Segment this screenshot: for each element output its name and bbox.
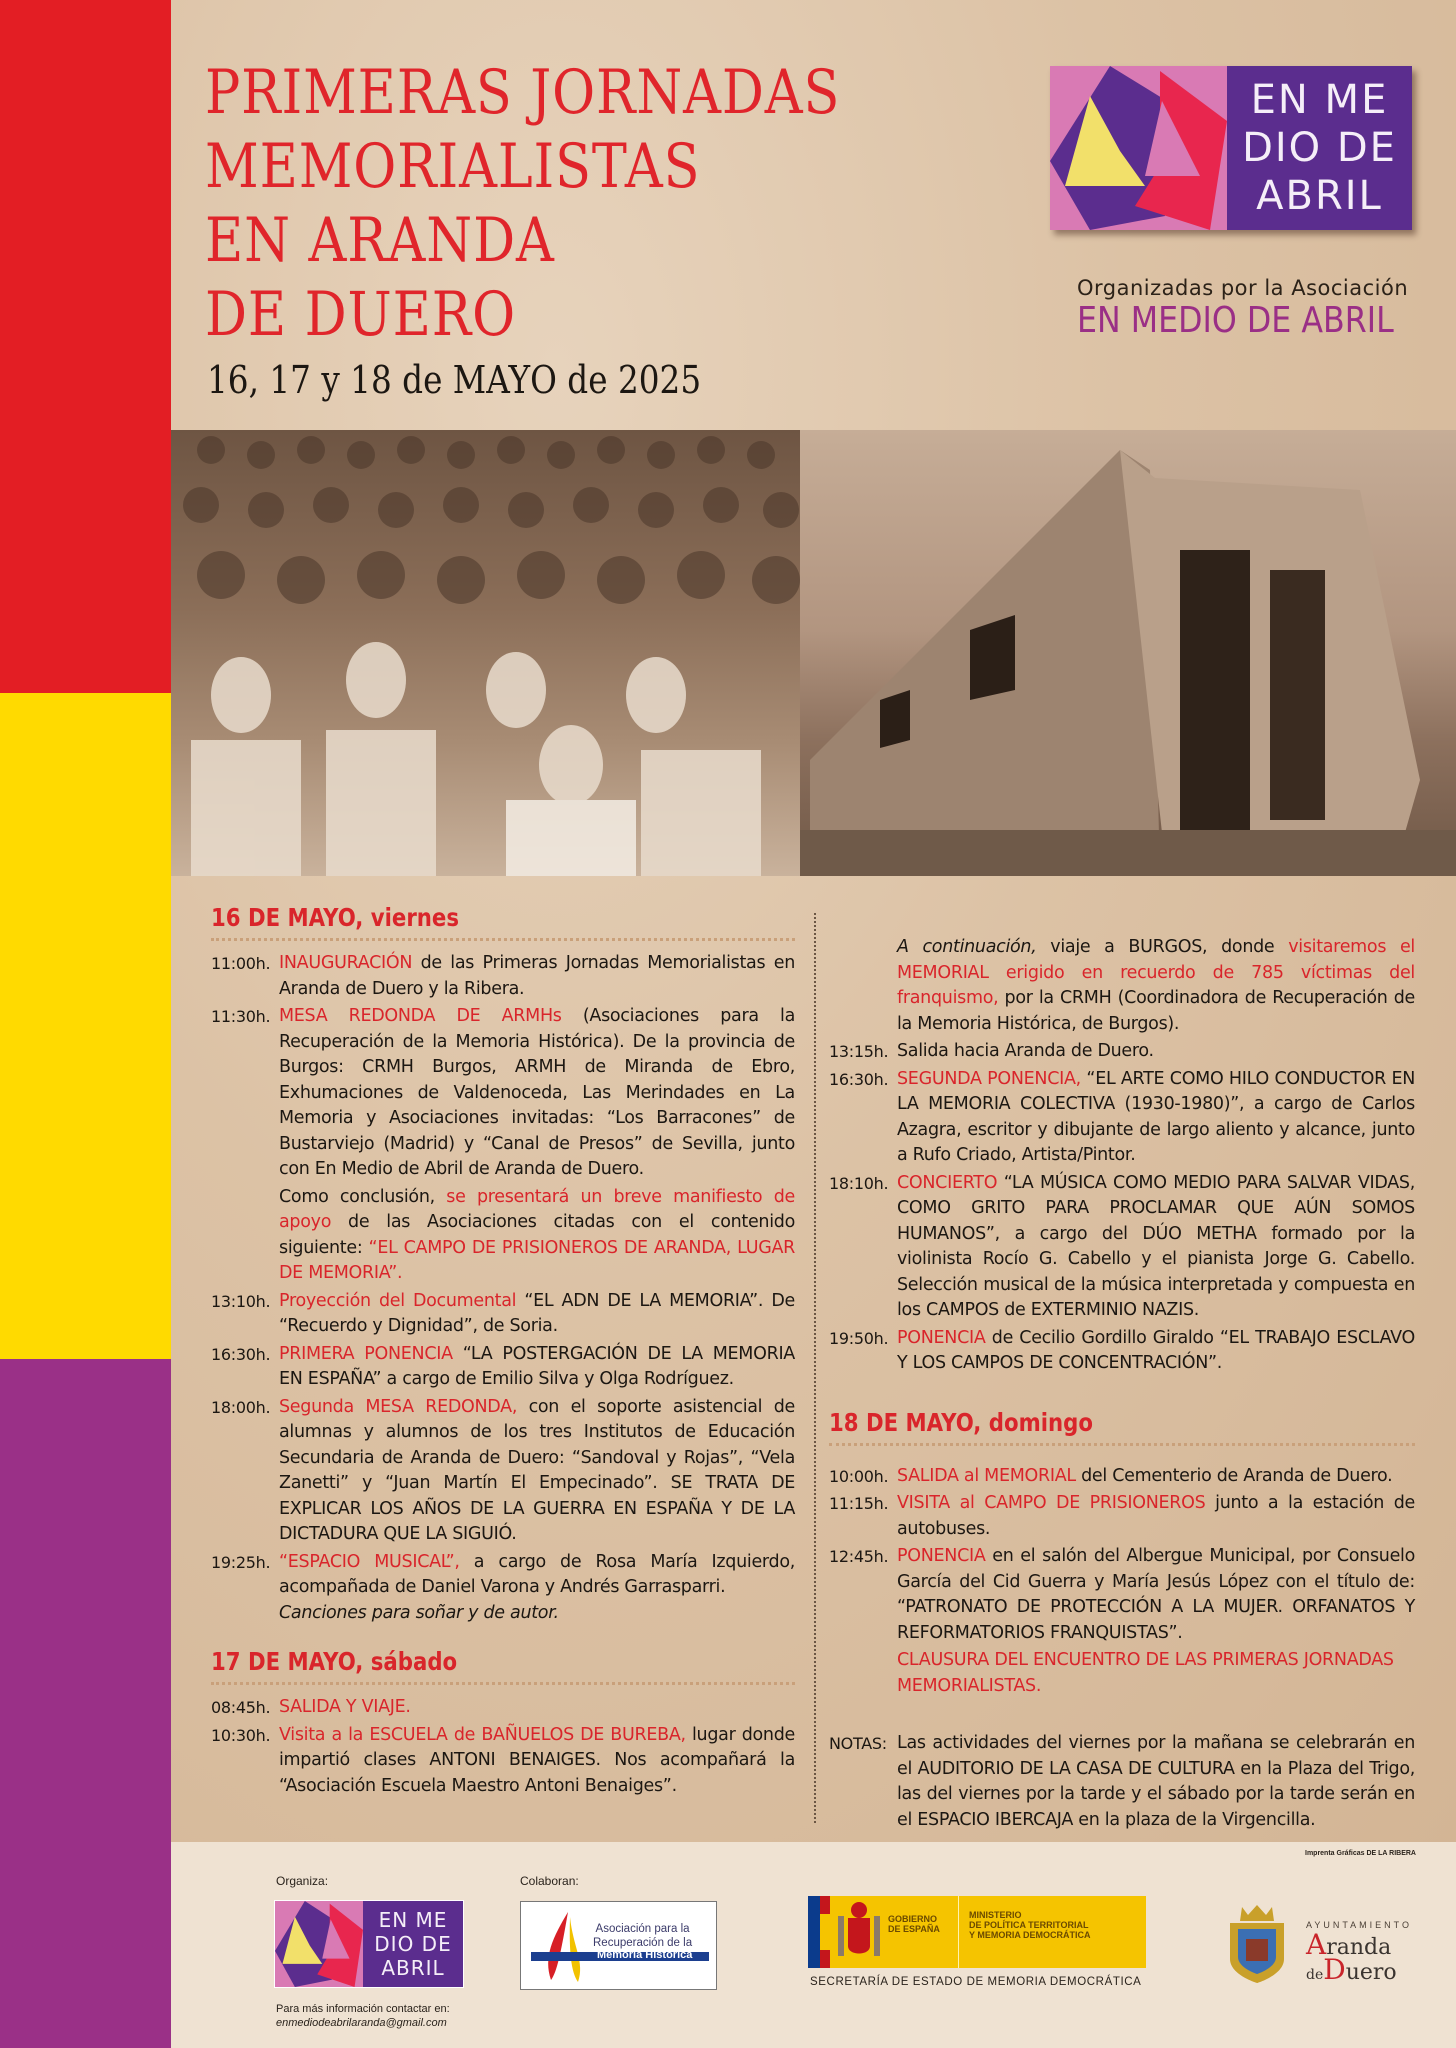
ayuntamiento-label: AYUNTAMIENTO <box>1306 1920 1413 1930</box>
program-right-column <box>829 935 1415 1835</box>
event-time: 13:15h. <box>829 1042 889 1061</box>
armh-flame-icon <box>543 1912 588 1982</box>
day-heading-18: 18 DE MAYO, domingo <box>829 1407 1093 1437</box>
event-text: con el soporte asistencial de alumnas y alumnos de los tres Institutos de Educación Secundaria de Aranda de Duero: “Sandoval y Rojas”, “Vela Zanetti” y “Juan Martín El Empecinado”. SE TRATA DE EXPLICAR LOS AÑOS DE LA GUERRA EN ESPAÑA Y DE LA DICTADURA QUE LA SIGUIÓ. <box>279 1396 795 1544</box>
prisoners-photo <box>171 430 800 876</box>
event-item <box>829 1326 1415 1377</box>
program-left-column <box>211 902 795 1801</box>
event-time: 11:15h. <box>829 1494 889 1513</box>
logo-line-1: EN ME <box>1250 77 1389 123</box>
event-time: 19:50h. <box>829 1328 889 1348</box>
day-divider <box>211 1682 795 1685</box>
event-text: de las Primeras Jornadas Memorialistas en Aranda de Duero y la Ribera. <box>279 953 795 999</box>
title-line-3: EN ARANDA <box>205 205 555 276</box>
notes-text: Las actividades del viernes por la mañana se celebrarán en el AUDITORIO DE LA CASA DE CULTURA en la Plaza del Trigo, las del viernes por la tarde y el sábado por la tarde serán en el ESPACIO IBERCAJA en la plaza de la Virgencilla. <box>897 1733 1415 1830</box>
en-medio-de-abril-logo-small <box>274 1900 464 1988</box>
logo-line-3: ABRIL <box>1256 173 1383 219</box>
event-item <box>211 1550 795 1627</box>
ministerio-line: DE POLÍTICA TERRITORIAL <box>969 1920 1089 1930</box>
manifesto-title: “EL CAMPO DE PRISIONEROS DE ARANDA, LUGAR DE MEMORIA”. <box>279 1237 795 1283</box>
wordmark-a: A <box>1306 1928 1327 1961</box>
logo-geometric-art-icon <box>1050 66 1227 230</box>
ruined-building-photo <box>800 430 1456 876</box>
event-highlight: “ESPACIO MUSICAL”, <box>279 1551 460 1572</box>
event-item <box>211 1723 795 1800</box>
wordmark-uero: uero <box>1345 1960 1397 1985</box>
event-item <box>829 1067 1415 1169</box>
conclusion-highlight: se presentará un breve manifiesto de apoyo <box>279 1186 795 1232</box>
logo-line-2: DIO DE <box>374 1932 452 1956</box>
event-item <box>211 1695 795 1721</box>
event-time: 10:30h. <box>211 1725 271 1745</box>
logo-line-1: EN ME <box>378 1908 448 1932</box>
gob-line: GOBIERNO <box>888 1914 938 1924</box>
event-time: 13:10h. <box>211 1291 271 1311</box>
event-highlight: SALIDA al MEMORIAL <box>897 1465 1076 1486</box>
event-time: 08:45h. <box>211 1698 271 1717</box>
continuation-italic: A continuación, <box>897 937 1037 957</box>
wordmark-randa: randa <box>1326 1935 1392 1960</box>
gobierno-text <box>888 1896 958 1968</box>
event-item <box>829 1039 1415 1065</box>
day-heading-16: 16 DE MAYO, viernes <box>211 903 460 932</box>
event-highlight: PONENCIA <box>897 1546 986 1566</box>
notes <box>829 1731 1415 1833</box>
armh-bar-text: Memoria Histórica <box>597 1949 693 1961</box>
event-text: “EL ADN DE LA MEMORIA”. De “Recuerdo y Dignidad”, de Soria. <box>279 1290 796 1336</box>
poster-title <box>205 56 840 352</box>
burgos-continuation <box>829 935 1415 1037</box>
event-item <box>829 1544 1415 1646</box>
event-item <box>829 1491 1415 1542</box>
eu-stripe <box>808 1896 820 1968</box>
ministerio-line: MINISTERIO <box>969 1910 1022 1920</box>
armh-logo <box>520 1901 717 1990</box>
event-time: 11:30h. <box>211 1007 271 1026</box>
organized-by-label: Organizadas por la Asociación <box>1077 276 1409 300</box>
armh-bar <box>531 1949 709 1961</box>
event-item <box>211 951 795 1002</box>
logo-geometric-art-icon <box>275 1901 363 1987</box>
event-highlight: Visita a la ESCUELA de BAÑUELOS DE BUREBA, <box>279 1724 686 1745</box>
printer-credit: Imprenta Gráficas DE LA RIBERA <box>1305 1850 1416 1857</box>
event-text: “EL ARTE COMO HILO CONDUCTOR EN LA MEMORIA COLECTIVA (1930-1980)”, a cargo de Carlos Azagra, escritor y dibujante de largo aliento y alcance, junto a Rufo Criado, Artista/Pintor. <box>897 1068 1415 1165</box>
event-time: 12:45h. <box>829 1547 889 1566</box>
event-text: Salida hacia Aranda de Duero. <box>897 1041 1154 1061</box>
event-text: lugar donde impartió clases ANTONI BENAIGES. Nos acompañará la “Asociación Escuela Maestro Antoni Benaiges”. <box>279 1724 795 1796</box>
event-time: 10:00h. <box>829 1466 889 1486</box>
colaboran-label: Colaboran: <box>520 1874 579 1888</box>
logo-line-2: DIO DE <box>1242 125 1397 171</box>
secretaria-estado: SECRETARÍA DE ESTADO DE MEMORIA DEMOCRÁTICA <box>810 1976 1142 1988</box>
day-divider <box>829 1443 1415 1446</box>
wordmark-de: de <box>1306 1967 1324 1983</box>
event-text: “LA POSTERGACIÓN DE LA MEMORIA EN ESPAÑA” a cargo de Emilio Silva y Olga Rodríguez. <box>279 1343 795 1389</box>
title-line-4: DE DUERO <box>205 279 516 350</box>
header-photos <box>171 430 1456 876</box>
event-italic-note: Canciones para soñar y de autor. <box>279 1602 559 1623</box>
event-highlight: PONENCIA <box>897 1327 986 1348</box>
event-highlight: SALIDA Y VIAJE. <box>279 1697 411 1717</box>
organiza-label: Organiza: <box>276 1874 329 1888</box>
event-text: a cargo de Rosa María Izquierdo, acompañada de Daniel Varona y Andrés Garrasparri. <box>279 1551 795 1597</box>
flag-stripe-red <box>0 0 171 693</box>
en-medio-de-abril-logo <box>1050 66 1412 230</box>
day-divider <box>211 938 795 941</box>
event-time: 16:30h. <box>211 1344 271 1364</box>
day-heading-17: 17 DE MAYO, sábado <box>211 1647 458 1676</box>
event-highlight: Proyección del Documental <box>279 1290 517 1311</box>
closing-ceremony: CLAUSURA DEL ENCUENTRO DE LAS PRIMERAS JORNADAS MEMORIALISTAS. <box>897 1650 1394 1696</box>
armh-line: Asociación para la <box>595 1923 690 1935</box>
ministerio-line: Y MEMORIA DEMOCRÁTICA <box>969 1930 1091 1940</box>
event-text: junto a la estación de autobuses. <box>897 1493 1415 1539</box>
title-line-1: PRIMERAS JORNADAS <box>205 57 841 128</box>
event-time: 16:30h. <box>829 1069 889 1089</box>
aranda-crest-icon <box>1224 1903 1290 1985</box>
event-conclusion <box>211 1185 795 1287</box>
event-highlight: SEGUNDA PONENCIA, <box>897 1068 1081 1089</box>
event-highlight: MESA REDONDA DE ARMHs <box>279 1006 562 1026</box>
column-divider <box>814 913 816 1823</box>
wordmark-d: D <box>1323 1953 1346 1986</box>
continuation-highlight: visitaremos el MEMORIAL erigido en recuerdo de 785 víctimas del franquismo, <box>897 937 1415 1008</box>
armh-text <box>593 1922 692 1950</box>
event-highlight: CONCIERTO <box>897 1172 998 1193</box>
event-text: “LA MÚSICA COMO MEDIO PARA SALVAR VIDAS, COMO GRITO PARA PROCLAMAR QUE AÚN SOMOS HUMANOS”, a cargo del DÚO METHA formado por la violinista Rocío G. Cabello y el pianista Jorge G. Cabello. Selección musical de la música interpretada y compuesta en los CAMPOS de EXTERMINIO NAZIS. <box>897 1172 1415 1320</box>
event-item <box>211 1289 795 1340</box>
event-item <box>211 1395 795 1548</box>
gob-line: DE ESPAÑA <box>888 1924 940 1934</box>
continuation-text: por la CRMH (Coordinadora de Recuperación de la Memoria Histórica, de Burgos). <box>897 988 1415 1034</box>
event-item <box>829 1171 1415 1324</box>
aranda-de-duero-wordmark <box>1306 1928 1397 1986</box>
event-dates: 16, 17 y 18 de MAYO de 2025 <box>207 358 702 402</box>
spain-flag-stripe <box>820 1896 830 1968</box>
contact-label: Para más información contactar en: <box>276 2003 450 2015</box>
event-text: en el salón del Albergue Municipal, por Consuelo García del Cid Guerra y María Jesús López con el título de: “PATRONATO DE PROTECCIÓN A LA MUJER. ORFANATOS Y REFORMATORIOS FRANQUISTAS”. <box>897 1546 1415 1643</box>
event-highlight: PRIMERA PONENCIA <box>279 1343 453 1364</box>
event-item <box>829 1464 1415 1490</box>
flag-stripe-purple <box>0 1359 171 2048</box>
conclusion-text: Como conclusión, <box>279 1186 447 1207</box>
event-time: 18:10h. <box>829 1173 889 1193</box>
ministerio-text <box>959 1896 1146 1968</box>
gobierno-de-espana-logo <box>808 1896 1146 1968</box>
coat-of-arms-icon <box>830 1896 888 1968</box>
event-highlight: INAUGURACIÓN <box>279 953 413 973</box>
contact-info <box>276 2002 450 2030</box>
event-text: del Cementerio de Aranda de Duero. <box>1075 1465 1393 1486</box>
event-item <box>211 1342 795 1393</box>
event-item <box>211 1004 795 1183</box>
organizer-name: EN MEDIO DE ABRIL <box>1077 300 1394 341</box>
event-time: 19:25h. <box>211 1552 271 1572</box>
title-line-2: MEMORIALISTAS <box>205 131 701 202</box>
event-highlight: Segunda MESA REDONDA, <box>279 1396 518 1417</box>
event-time: 11:00h. <box>211 954 271 973</box>
conclusion-text: de las Asociaciones citadas con el contenido siguiente: <box>279 1212 795 1258</box>
logo-line-3: ABRIL <box>381 1956 445 1980</box>
event-highlight: VISITA al CAMPO DE PRISIONEROS <box>897 1493 1206 1513</box>
continuation-text: viaje a BURGOS, donde <box>1036 937 1289 957</box>
armh-line: Recuperación de la <box>593 1937 693 1949</box>
event-text: de Cecilio Gordillo Giraldo “EL TRABAJO ESCLAVO Y LOS CAMPOS DE CONCENTRACIÓN”. <box>897 1327 1415 1373</box>
event-time: 18:00h. <box>211 1397 271 1417</box>
notes-label: NOTAS: <box>829 1734 887 1753</box>
flag-stripe-yellow <box>0 693 171 1359</box>
contact-email[interactable]: enmediodeabrilaranda@gmail.com <box>276 2017 447 2029</box>
event-text: (Asociaciones para la Recuperación de la Memoria Histórica). De la provincia de Burgos: CRMH Burgos, ARMH de Miranda de Ebro, Exhumaciones de Valdenoceda, Las Merindades en La Memoria y Asociaciones invitadas: “Los Barracones” de Bustarviejo (Madrid) y “Canal de Presos” de Sevilla, junto con En Medio de Abril de Aranda de Duero. <box>279 1006 796 1179</box>
